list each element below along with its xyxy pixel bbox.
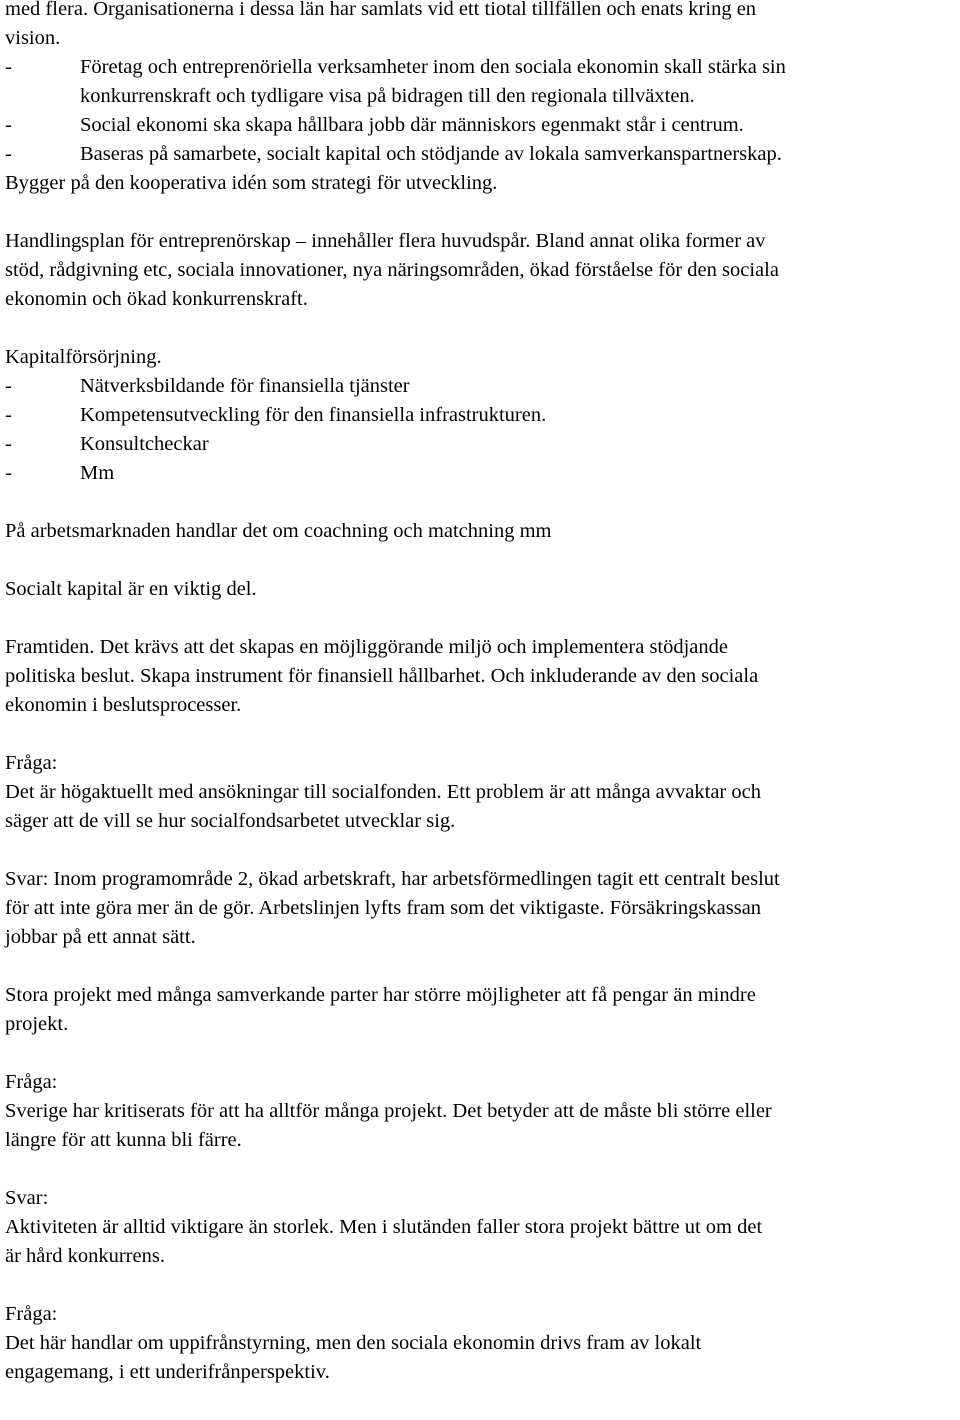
bullet-dash: - [5,56,12,78]
text-line: Stora projekt med många samverkande parter har större möjligheter att få pengar än mindre [5,984,756,1006]
paragraph-kooperativa: Bygger på den kooperativa idén som strategi för utveckling. [5,172,498,194]
bullet-list-goals [5,53,957,169]
text-line: säger att de vill se hur socialfondsarbetet utvecklar sig. [5,810,456,832]
text-line: Det här handlar om uppifrånstyrning, men den sociala ekonomin drivs fram av lokalt [5,1332,702,1354]
list-item [5,53,957,111]
question-label: Fråga: [5,1071,58,1093]
text-line: jobbar på ett annat sätt. [5,926,196,948]
question-text [5,1097,957,1155]
list-item-text: Mm [80,462,115,484]
paragraph-handlingsplan [5,227,957,314]
bullet-dash: - [5,143,12,165]
list-item-text: Social ekonomi ska skapa hållbara jobb där människors egenmakt står i centrum. [80,114,744,136]
text-line: projekt. [5,1013,69,1035]
text-line: Svar: Inom programområde 2, ökad arbetskraft, har arbetsförmedlingen tagit ett centralt beslut [5,868,780,890]
text-line: är hård konkurrens. [5,1245,165,1267]
list-item [5,459,957,488]
list-item-text: Konsultcheckar [80,433,209,455]
list-item-text: Företag och entreprenöriella verksamheter inom den sociala ekonomin skall stärka sin [80,56,786,78]
text-line: ekonomin i beslutsprocesser. [5,694,242,716]
list-item-text: Kompetensutveckling för den finansiella infrastrukturen. [80,404,547,426]
list-item-text: Nätverksbildande för finansiella tjänster [80,375,410,397]
heading-kapitalforsorjning: Kapitalförsörjning. [5,346,162,368]
question-label: Fråga: [5,752,58,774]
paragraph-framtiden [5,633,957,720]
answer-text [5,1213,957,1271]
list-item [5,430,957,459]
text-line: stöd, rådgivning etc, sociala innovationer, nya näringsområden, ökad förståelse för den sociala [5,259,779,281]
list-item [5,401,957,430]
answer-label: Svar: [5,1187,49,1209]
question-label: Fråga: [5,1303,58,1325]
text-line: längre för att kunna bli färre. [5,1129,242,1151]
answer-text [5,865,957,952]
list-item [5,111,957,140]
text-line: Sverige har kritiserats för att ha alltför många projekt. Det betyder att de måste bli större eller [5,1100,772,1122]
paragraph-socialt-kapital: Socialt kapital är en viktig del. [5,578,257,600]
text-line: politiska beslut. Skapa instrument för finansiell hållbarhet. Och inkluderande av den sociala [5,665,759,687]
text-line: med flera. Organisationerna i dessa län har samlats vid ett tiotal tillfällen och enats kring en [5,0,757,20]
bullet-dash: - [5,114,12,136]
list-item-text: konkurrenskraft och tydligare visa på bidragen till den regionala tillväxten. [80,85,695,107]
text-line: Aktiviteten är alltid viktigare än storlek. Men i slutänden faller stora projekt bättre ut om det [5,1216,763,1238]
list-item [5,372,957,401]
text-line: engagemang, i ett underifrånperspektiv. [5,1361,330,1383]
text-line: ekonomin och ökad konkurrenskraft. [5,288,308,310]
bullet-dash: - [5,462,12,484]
bullet-dash: - [5,375,12,397]
bullet-dash: - [5,404,12,426]
text-line: för att inte göra mer än de gör. Arbetslinjen lyfts fram som det viktigaste. Försäkringskassan [5,897,762,919]
bullet-dash: - [5,433,12,455]
text-line: Framtiden. Det krävs att det skapas en möjliggörande miljö och implementera stödjande [5,636,729,658]
list-item-text: Baseras på samarbete, socialt kapital och stödjande av lokala samverkanspartnerskap. [80,143,782,165]
document-page [5,0,957,1387]
paragraph-stora-projekt [5,981,957,1039]
paragraph-arbetsmarknad: På arbetsmarknaden handlar det om coachning och matchning mm [5,520,552,542]
list-item [5,140,957,169]
intro-paragraph [5,0,957,53]
text-line: Handlingsplan för entreprenörskap – innehåller flera huvudspår. Bland annat olika former av [5,230,766,252]
text-line: Det är högaktuellt med ansökningar till socialfonden. Ett problem är att många avvaktar och [5,781,761,803]
question-text [5,1329,957,1387]
question-text [5,778,957,836]
text-line: vision. [5,27,61,49]
bullet-list-kapital [5,372,957,488]
